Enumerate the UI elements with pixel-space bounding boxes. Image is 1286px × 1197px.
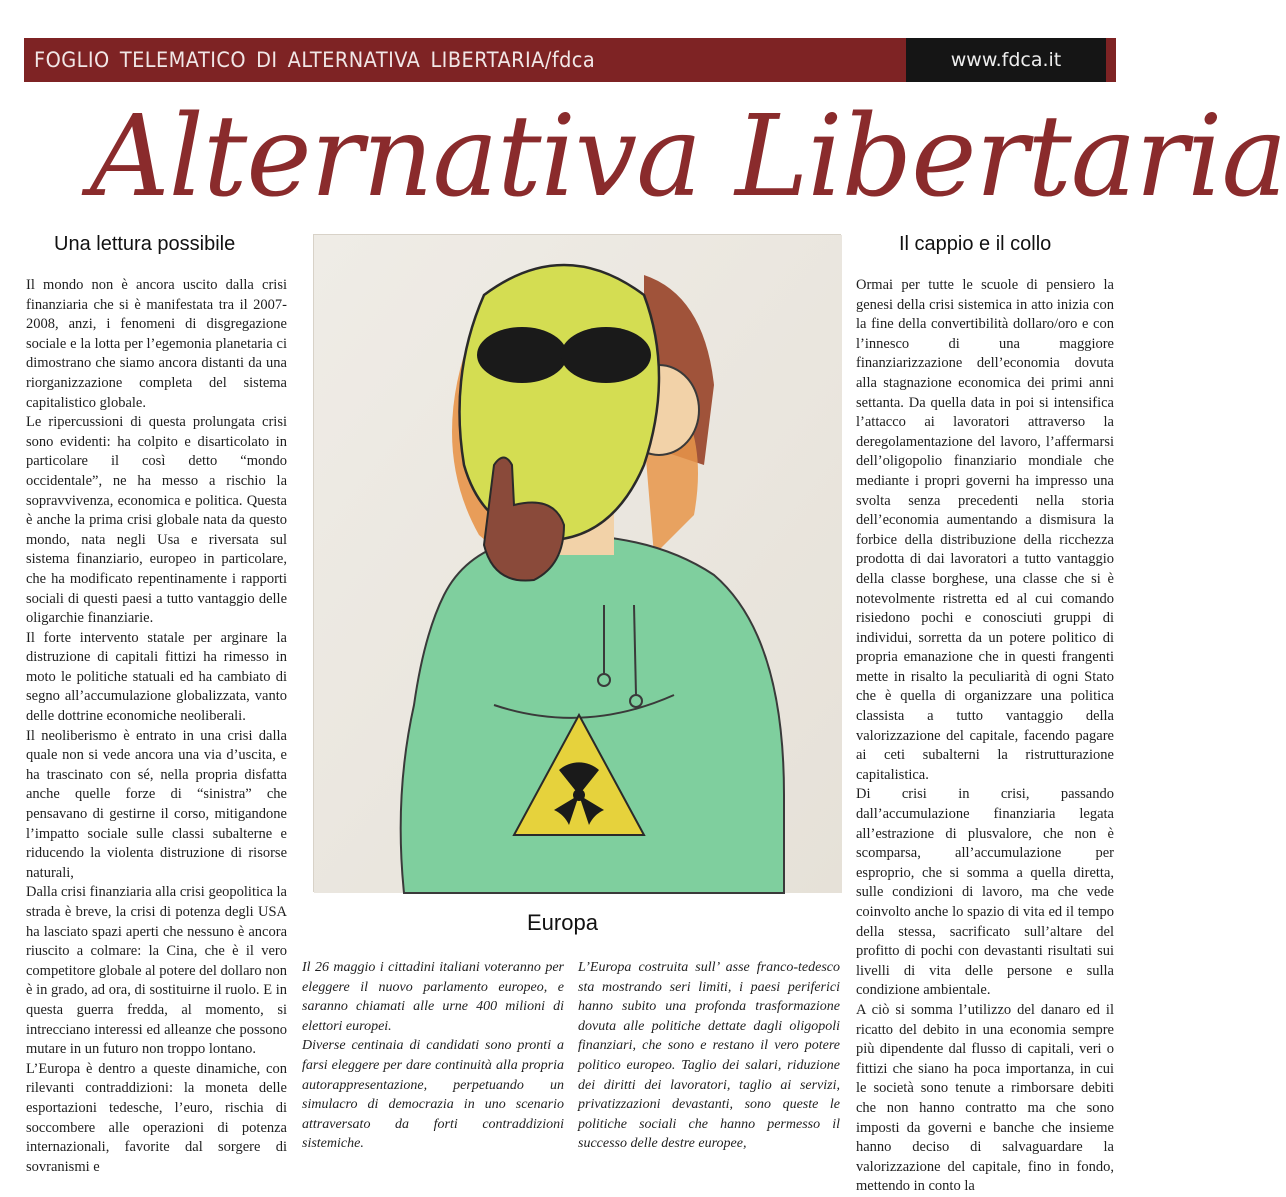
center-article-heading: Europa (527, 910, 598, 935)
paragraph: Le ripercussioni di questa prolungata crisi sono evidenti: ha colpito e disarticolato in particolare il così detto “mondo occidentale”, ne ha messo a rischio la sopravvivenza, economica e politica. Questa è anche la prima crisi globale nata da questo mondo, nata negli Usa e riversata sul sistema finanziario, europeo in particolare, che ha modificato repentinamente i rapporti sociali di questi paesi a tutto vantaggio delle oligarchie finanziarie. (26, 414, 287, 627)
paragraph: L’Europa è dentro a queste dinamiche, con rilevanti contraddizioni: la moneta delle esportazioni tedesche, l’euro, rischia di soccombere alle operazioni di potenza internazionali, favorite dal sorgere di sovranismi e (26, 1060, 287, 1175)
masthead-bar (24, 38, 1116, 82)
paragraph: Il 26 maggio i cittadini italiani voteranno per eleggere il nuovo parlamento europeo, e saranno chiamati alle urne 400 milioni di elettori europei. (302, 960, 564, 1034)
newspaper-title: Alternativa Libertaria (90, 92, 1286, 222)
paragraph: A ciò si somma l’utilizzo del danaro ed il ricatto del debito in una economia sempre più dipendente dal flusso di capitali, veri o fittizi che siano ha poca importanza, in cui le società sono tenute a rimborsare debiti che non hanno contratto ma che sono imposti da governi e banche che insieme hanno deciso di salvaguardare la valorizzazione del capitale, fino in fondo, mettendo in conto la (856, 1001, 1114, 1195)
paragraph: Ormai per tutte le scuole di pensiero la genesi della crisi sistemica in atto inizia con la fine della convertibilità dollaro/oro e con l’innesco di una maggiore finanziarizzazione dell’economia dovuta alla stagnazione economica dei primi anni settanta. Da quella data in poi si intensifica l’attacco ai lavoratori attraverso la deregolamentazione del lavoro, l’affermarsi dell’oligopolio finanziario mondiale che mediante i propri governi ha impresso una svolta senza precedenti nella storia dell’economia aumentando a dismisura la forbice della distribuzione della ricchezza prodotta di dai lavoratori a tutto vantaggio della classe borghese, una classe che si è notevolmente ristretta ed al cui comando risiedono pochi e conosciuti gruppi di individui, sorretta da un potere politico di propria emanazione che in questi frangenti mette in risalto la peculiarità di ogni Stato che è quella di organizzare una politica classista a tutto vantaggio della valorizzazione del capitale, facendo pagare ai ceti subalterni la ristrutturazione capitalistica. (856, 277, 1114, 783)
masthead-words (34, 38, 595, 82)
right-column-text (856, 276, 1114, 1197)
masthead-word: FOGLIO (34, 48, 110, 72)
center-article-left-text (302, 958, 564, 1154)
paragraph: Di crisi in crisi, passando dall’accumulazione finanziaria legata all’estrazione di plusvalore, che non è scomparsa, all’accumulazione per esproprio, che si somma a quella diretta, sulle condizioni di lavoro, ma che vede coinvolto anche lo spazio di vita ed il tempo della stessa, sacrificato sull’altare del profitto di pochi con devastanti risultati sui livelli di vita delle persone e sulla condizione ambientale. (856, 786, 1114, 999)
paragraph: Il neoliberismo è entrato in una crisi dalla quale non si vede ancora una via d’uscita, e ha trascinato con sé, nella propria disfatta anche quelle forze di “sinistra” che pensavano di gestirne il corso, mitigandone l’impatto sociale sulle classi subalterne e riducendo la violenta distruzione di risorse naturali, (26, 727, 287, 881)
masthead-word: TELEMATICO (119, 48, 246, 72)
masthead-word: LIBERTARIA/fdca (430, 48, 596, 72)
right-column-heading: Il cappio e il collo (899, 233, 1052, 255)
paragraph: L’Europa costruita sull’ asse franco-tedesco sta mostrando seri limiti, i paesi periferici hanno subito una profonda trasformazione dovuta alle politiche dettate dagli oligopoli finanziari, che sono e restano il vero potere politico europeo. Taglio dei salari, riduzione dei diritti dei lavoratori, taglio ai servizi, privatizzazioni devastanti, sono queste le politiche sociali che hanno permesso il successo delle destre europee, (578, 960, 840, 1152)
masthead-word: ALTERNATIVA (287, 48, 421, 72)
left-column-text (26, 276, 287, 1177)
masthead-word: DI (256, 48, 278, 72)
left-column-heading: Una lettura possibile (54, 233, 236, 255)
paragraph: Dalla crisi finanziaria alla crisi geopolitica la strada è breve, la crisi di potenza degli USA ha lasciato spazi aperti che nessuno è ancora riuscito a colmare: la Cina, che è il vero competitore globale al potere del dollaro non è in grado, ad ora, di sostituirne il ruolo. E in questa guerra fredda, al momento, si intrecciano interessi ed alleanze che possono mutare in un futuro non troppo lontano. (26, 884, 287, 1058)
paragraph: Il mondo non è ancora uscito dalla crisi finanziaria che si è manifestata tra il 2007-2008, anzi, i fenomeni di disgregazione sociale e la lotta per l’egemonia planetaria ci dimostrano che siamo ancora distanti da una riorganizzazione completa del sistema capitalistico globale. (26, 277, 287, 411)
paragraph: Il forte intervento statale per arginare la distruzione di capitali fittizi ha rimesso in moto le politiche statuali ed ha cambiato di segno all’accumulazione globalizzata, vanto delle dottrine economiche neoliberali. (26, 629, 287, 725)
masked-figure-illustration-icon (314, 235, 842, 893)
paragraph: Diverse centinaia di candidati sono pronti a farsi eleggere per dare continuità alla propria autorappresentazione, perpetuando un simulacro di democrazia in uno scenario attraversato da forti contraddizioni sistemiche. (302, 1038, 564, 1152)
website-link[interactable]: www.fdca.it (906, 38, 1106, 82)
illustration-panel (313, 234, 841, 892)
center-article-right-text (578, 958, 840, 1154)
